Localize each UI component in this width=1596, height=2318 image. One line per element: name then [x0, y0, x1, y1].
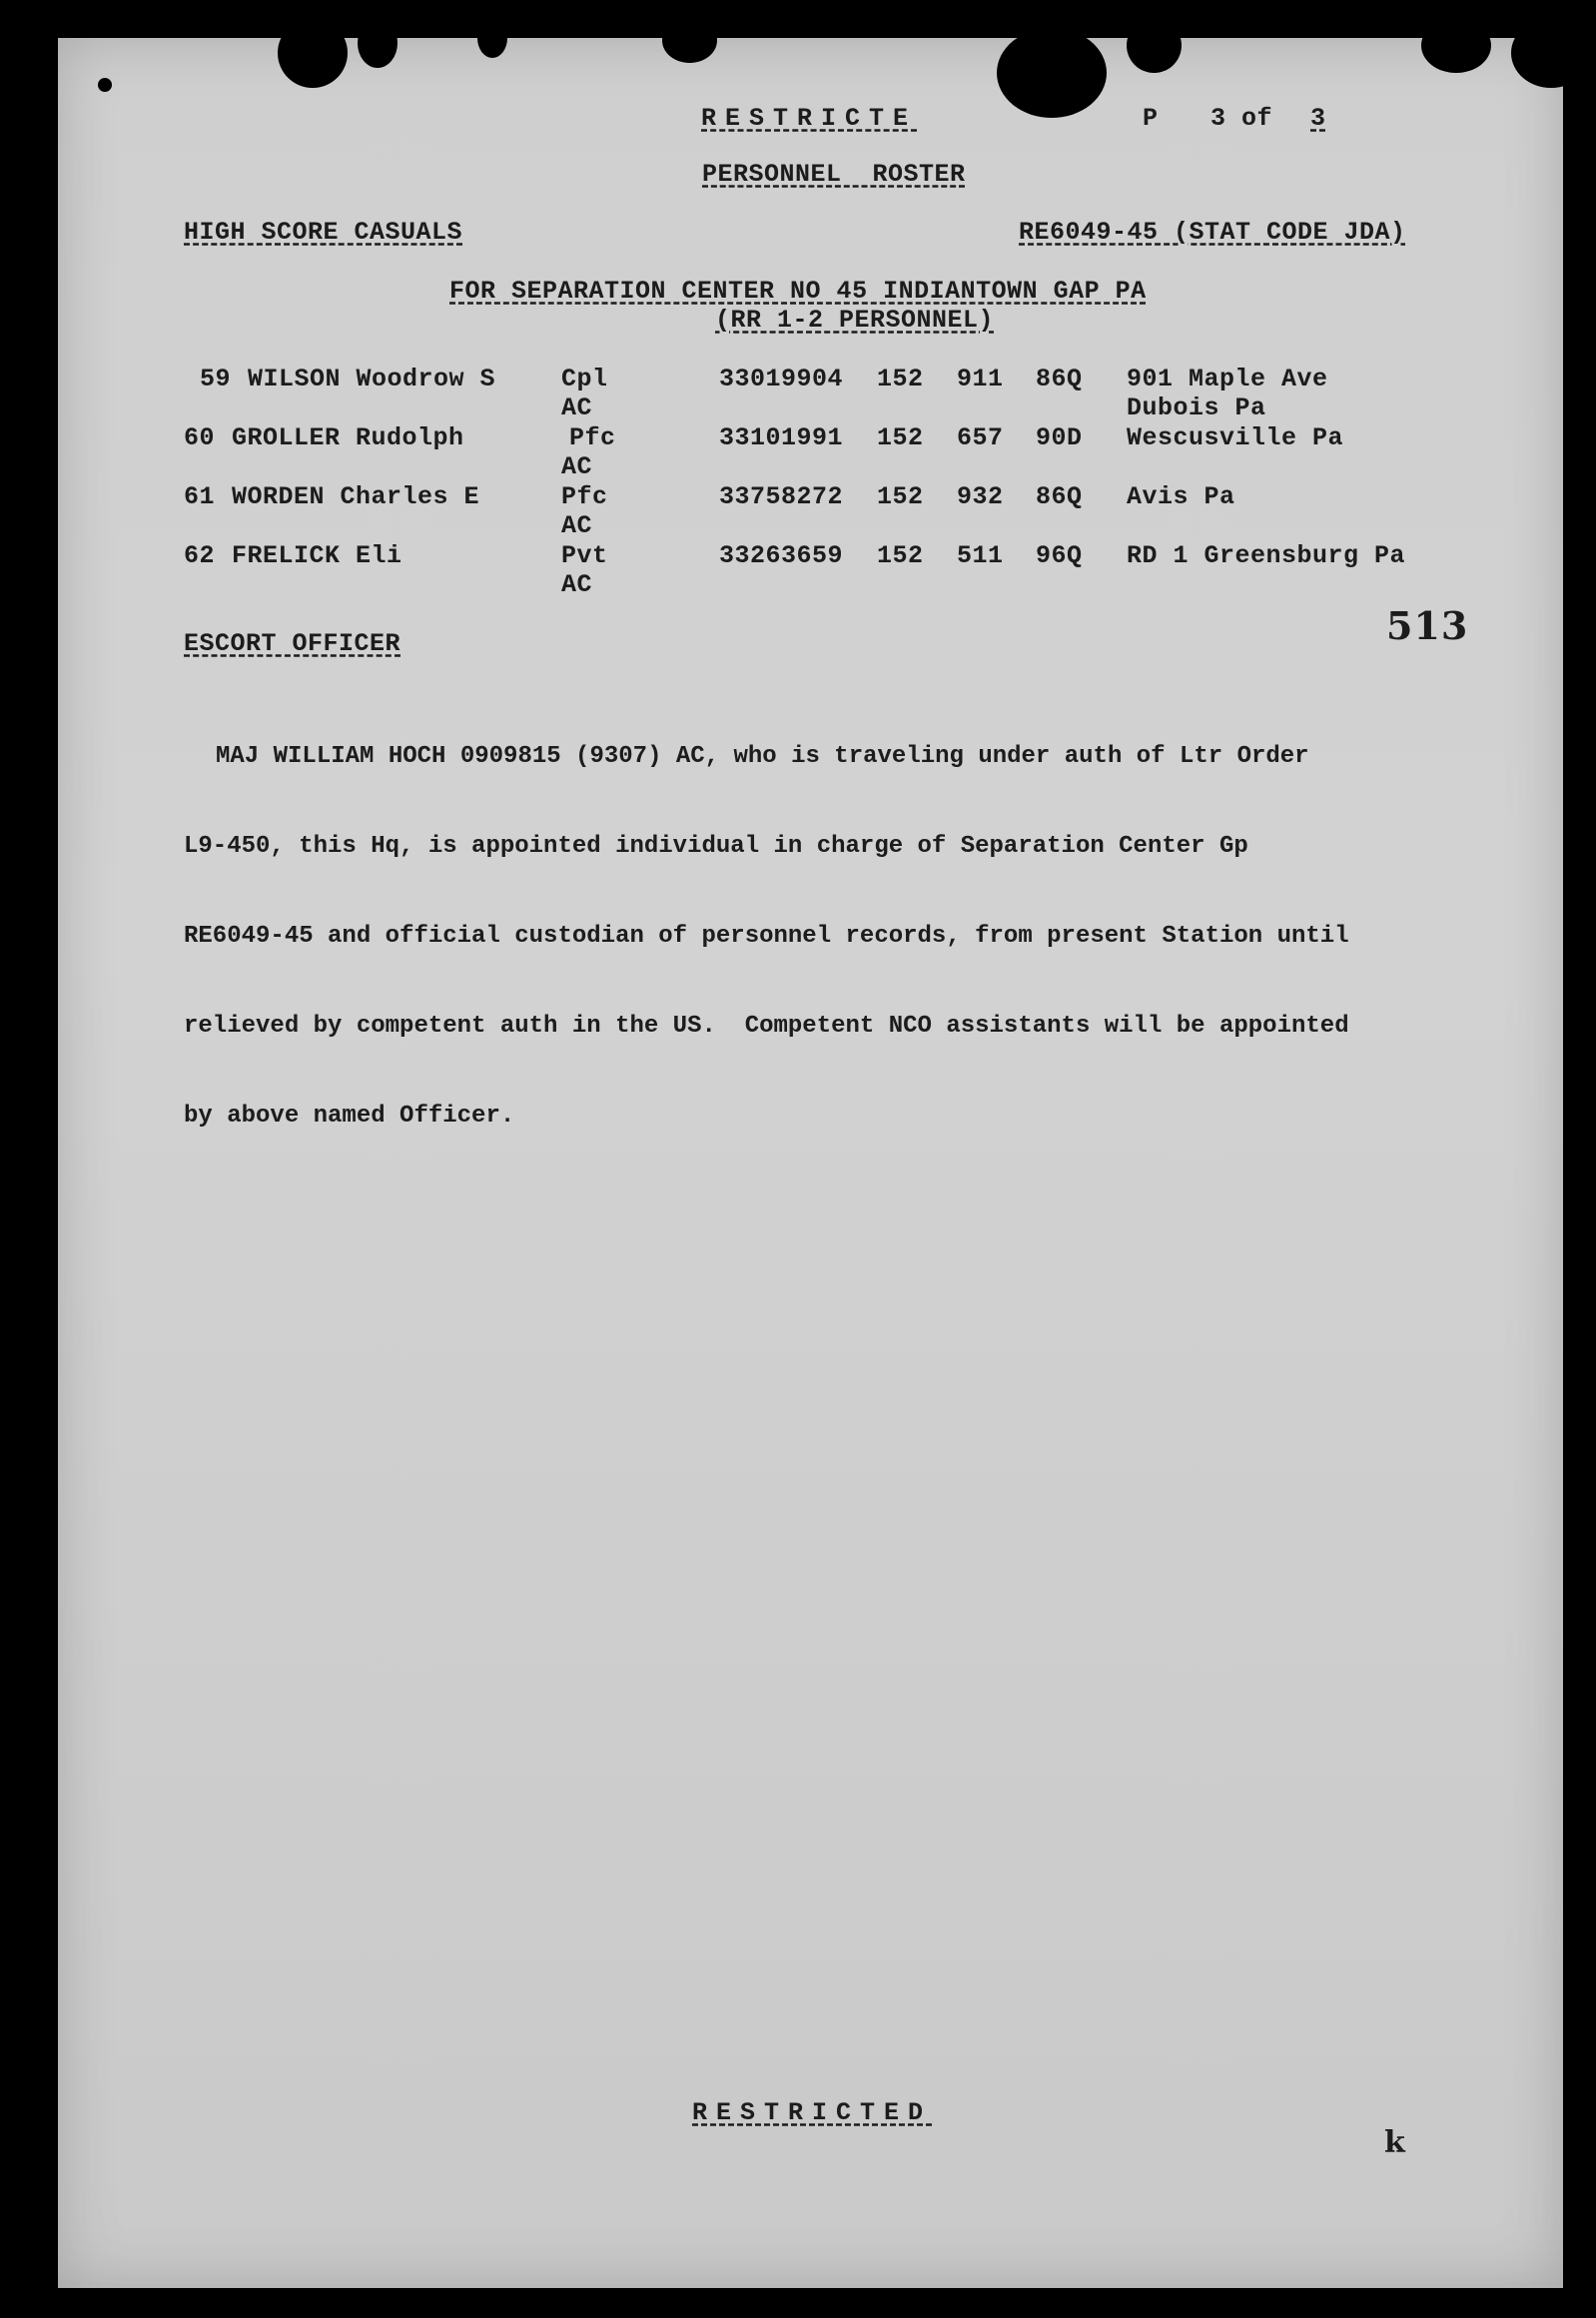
escort-line: relieved by competent auth in the US. Competent NCO assistants will be appointed [184, 1013, 1349, 1040]
page-number: 3 of [1210, 104, 1273, 133]
roster-num: 59 [200, 365, 232, 393]
burn-mark [997, 28, 1107, 118]
roster-code3: 96Q [1036, 541, 1083, 570]
roster-code3: 90D [1036, 423, 1083, 452]
restricted-heading-top: RESTRICTE [701, 104, 918, 133]
escort-line: L9-450, this Hq, is appointed individual in charge of Separation Center Gp [184, 833, 1248, 860]
roster-name: FRELICK Eli [232, 541, 402, 570]
roster-num: 60 [184, 423, 216, 452]
escort-line: MAJ WILLIAM HOCH 0909815 (9307) AC, who is traveling under auth of Ltr Order [216, 743, 1309, 770]
roster-code1: 152 [877, 365, 924, 393]
escort-line: by above named Officer. [184, 1103, 515, 1130]
roster-code2: 657 [957, 423, 1004, 452]
left-heading: HIGH SCORE CASUALS [184, 218, 463, 247]
roster-code3: 86Q [1036, 482, 1083, 511]
roster-serial: 33263659 [719, 541, 844, 570]
corner-mark: k [1384, 2125, 1405, 2160]
escort-paragraph [184, 682, 1472, 1161]
roster-code2: 932 [957, 482, 1004, 511]
roster-code1: 152 [877, 423, 924, 452]
right-heading: RE6049-45 (STAT CODE JDA) [1019, 218, 1406, 247]
burn-mark [278, 18, 348, 88]
burn-mark [1421, 18, 1491, 73]
sub-heading: (RR 1-2 PERSONNEL) [715, 306, 995, 335]
roster-code1: 152 [877, 482, 924, 511]
roster-branch: AC [561, 511, 593, 540]
stamp-number: 513 [1386, 603, 1469, 648]
roster-rank: Pfc [561, 482, 608, 511]
roster-address: 901 Maple Ave [1127, 365, 1328, 393]
roster-code2: 911 [957, 365, 1004, 393]
roster-num: 61 [184, 482, 216, 511]
roster-num: 62 [184, 541, 216, 570]
restricted-footer: RESTRICTED [692, 2098, 933, 2127]
page-total: 3 [1310, 104, 1326, 133]
escort-heading: ESCORT OFFICER [184, 629, 401, 658]
roster-code1: 152 [877, 541, 924, 570]
roster-code3: 86Q [1036, 365, 1083, 393]
roster-address: Wescusville Pa [1127, 423, 1344, 452]
roster-name: GROLLER Rudolph [232, 423, 464, 452]
roster-rank: Cpl [561, 365, 608, 393]
center-heading: FOR SEPARATION CENTER NO 45 INDIANTOWN GAP PA [449, 277, 1147, 306]
escort-line: RE6049-45 and official custodian of personnel records, from present Station until [184, 923, 1349, 950]
roster-branch: AC [561, 452, 593, 481]
roster-address: RD 1 Greensburg Pa [1127, 541, 1406, 570]
roster-serial: 33758272 [719, 482, 844, 511]
roster-branch: AC [561, 393, 593, 422]
burn-mark [1511, 18, 1591, 88]
roster-serial: 33019904 [719, 365, 844, 393]
page-prefix: P [1143, 104, 1159, 133]
burn-mark [1127, 18, 1182, 73]
roster-rank: Pfc [569, 423, 616, 452]
roster-rank: Pvt [561, 541, 608, 570]
roster-code2: 511 [957, 541, 1004, 570]
burn-mark [662, 18, 717, 63]
roster-name: WORDEN Charles E [232, 482, 480, 511]
burn-mark [98, 78, 112, 92]
roster-branch: AC [561, 570, 593, 599]
roster-title: PERSONNEL ROSTER [702, 160, 966, 189]
roster-serial: 33101991 [719, 423, 844, 452]
roster-address: Avis Pa [1127, 482, 1235, 511]
burn-mark [358, 18, 398, 68]
roster-address-line2: Dubois Pa [1127, 393, 1266, 422]
roster-name: WILSON Woodrow S [248, 365, 496, 393]
burn-mark [477, 18, 507, 58]
